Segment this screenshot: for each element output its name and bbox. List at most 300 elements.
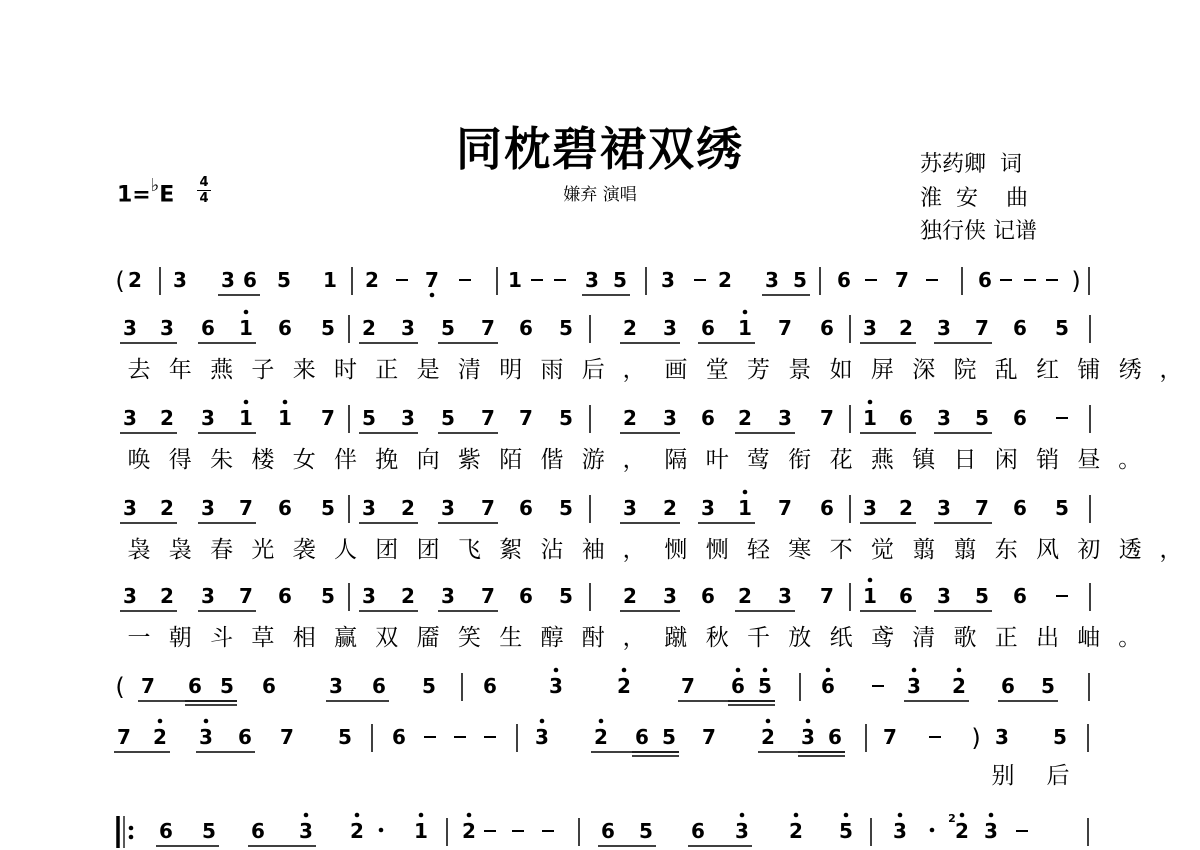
note-2: 2 (160, 406, 174, 430)
note-5: 5 (362, 406, 376, 430)
note-3: 3 (937, 584, 951, 608)
note-5: 5 (321, 316, 335, 340)
note-3: 3 (984, 819, 998, 843)
high-octave-dot (467, 813, 472, 818)
lyric-char: 赢 (334, 625, 357, 651)
note-2: 2 (153, 725, 167, 749)
note-6: 6 (238, 725, 252, 749)
lyric-char: 鸢 (870, 625, 894, 651)
lyric-char: 红 (1036, 357, 1060, 383)
note-2: 2 (718, 268, 732, 292)
lyric-char: 团 (375, 537, 399, 563)
note-5: 5 (758, 674, 772, 698)
lyric-char: 莺 (747, 447, 770, 473)
paren: ) (1071, 267, 1081, 295)
lyric-char: 团 (416, 537, 440, 563)
note-3: 3 (549, 674, 563, 698)
note-5: 5 (422, 674, 436, 698)
note-2: 2 (761, 725, 775, 749)
note-3: 3 (199, 725, 213, 749)
note-2: 2 (128, 268, 142, 292)
note-7: 7 (141, 674, 155, 698)
lyric-char: 子 (251, 357, 275, 383)
high-octave-dot (244, 400, 249, 405)
lyric-char: 草 (251, 625, 275, 651)
note-3: 3 (765, 268, 779, 292)
note-2: 2 (738, 584, 752, 608)
note-3: 3 (623, 496, 637, 520)
lyric-char: 纸 (829, 625, 853, 651)
lyric-char: 沾 (540, 537, 564, 563)
time-signature-bottom: 4 (199, 191, 209, 206)
note-3: 3 (735, 819, 749, 843)
note-3: 3 (123, 316, 137, 340)
lyric-char: 乱 (994, 357, 1018, 383)
note-7: 7 (702, 725, 716, 749)
note-6: 6 (159, 819, 173, 843)
paren: ( (115, 267, 125, 295)
note-6: 6 (899, 406, 913, 430)
note-6: 6 (278, 496, 292, 520)
high-octave-dot (540, 719, 545, 724)
note-6: 6 (731, 674, 745, 698)
high-octave-dot (743, 310, 748, 315)
note-2: 2 (623, 316, 637, 340)
lyric-char: 燕 (870, 447, 894, 473)
note-3: 3 (201, 496, 215, 520)
note-6: 6 (701, 316, 715, 340)
lyric-char: 陌 (499, 447, 523, 473)
lyric-char: 觉 (870, 537, 894, 563)
note-3: 3 (937, 316, 951, 340)
lyric-char: 紫 (457, 447, 481, 473)
lyric-char: ， (622, 357, 646, 383)
note-2: 2 (160, 496, 174, 520)
note-6: 6 (278, 316, 292, 340)
note-6: 6 (188, 674, 202, 698)
lyric-char: 时 (334, 357, 357, 383)
note-6: 6 (251, 819, 265, 843)
lyric-char: 年 (168, 357, 192, 383)
note-2: 2 (955, 819, 969, 843)
note-3: 3 (173, 268, 187, 292)
lyric-char: 芳 (747, 357, 770, 383)
lyric-char: 轻 (747, 537, 770, 563)
lyric-char: 深 (912, 357, 936, 383)
high-octave-dot (844, 813, 849, 818)
note-6: 6 (635, 725, 649, 749)
note-5: 5 (321, 584, 335, 608)
note-5: 5 (975, 406, 989, 430)
note-6: 6 (519, 584, 533, 608)
note-3: 3 (907, 674, 921, 698)
lyric-char: 笑 (457, 625, 481, 651)
note-3: 3 (299, 819, 313, 843)
lyric-char: 斗 (210, 625, 234, 651)
note-6: 6 (519, 316, 533, 340)
lyric-char: 朝 (168, 625, 192, 651)
note-5: 5 (441, 316, 455, 340)
note-3: 3 (778, 584, 792, 608)
note-7: 7 (820, 406, 834, 430)
note-3: 3 (701, 496, 715, 520)
note-3: 3 (329, 674, 343, 698)
lyric-char: 双 (375, 625, 399, 651)
lyric-char: 昼 (1077, 447, 1101, 473)
note-6: 6 (392, 725, 406, 749)
time-signature-top: 4 (199, 175, 209, 190)
note-3: 3 (123, 584, 137, 608)
note-3: 3 (661, 268, 675, 292)
lyric-char: ， (1159, 537, 1183, 563)
note-2: 2 (617, 674, 631, 698)
composer-credit: 淮 安 曲 (920, 186, 1028, 211)
lyric-char: 叶 (705, 447, 729, 473)
lyric-char: 袅 (127, 537, 151, 563)
note-1: 1 (239, 316, 253, 340)
high-octave-dot (826, 668, 831, 673)
note-3: 3 (441, 584, 455, 608)
augmentation-dot (930, 828, 935, 833)
note-1: 1 (738, 496, 752, 520)
note-6: 6 (262, 674, 276, 698)
high-octave-dot (743, 490, 748, 495)
note-2: 2 (899, 496, 913, 520)
lyric-char: 蹴 (664, 625, 688, 651)
high-octave-dot (766, 719, 771, 724)
note-7: 7 (481, 406, 495, 430)
paren: ) (971, 724, 981, 752)
key-signature: 1=♭E (117, 175, 175, 208)
note-3: 3 (937, 406, 951, 430)
note-5: 5 (559, 406, 573, 430)
note-2: 2 (401, 584, 415, 608)
note-7: 7 (117, 725, 131, 749)
note-7: 7 (280, 725, 294, 749)
note-5: 5 (277, 268, 291, 292)
note-5: 5 (1053, 725, 1067, 749)
note-5: 5 (220, 674, 234, 698)
lyric-char: 酎 (581, 625, 605, 651)
note-1: 1 (278, 406, 292, 430)
lyric-char: 飞 (457, 537, 481, 563)
note-6: 6 (899, 584, 913, 608)
lyric-char: 翦 (912, 537, 936, 563)
note-2: 2 (952, 674, 966, 698)
lyric-char: 袅 (168, 537, 192, 563)
note-6: 6 (243, 268, 257, 292)
note-5: 5 (559, 496, 573, 520)
lyric-char: 朱 (210, 447, 234, 473)
high-octave-dot (158, 719, 163, 724)
high-octave-dot (960, 813, 965, 818)
high-octave-dot (794, 813, 799, 818)
note-7: 7 (481, 316, 495, 340)
high-octave-dot (622, 668, 627, 673)
note-6: 6 (483, 674, 497, 698)
note-3: 3 (801, 725, 815, 749)
lyric-char: 伴 (334, 447, 357, 473)
lyric-char: 。 (1118, 625, 1142, 651)
paren: ( (115, 673, 125, 701)
note-3: 3 (663, 406, 677, 430)
note-6: 6 (519, 496, 533, 520)
transcriber-credit: 独行侠 记谱 (920, 219, 1037, 244)
note-6: 6 (821, 674, 835, 698)
high-octave-dot (957, 668, 962, 673)
note-6: 6 (1001, 674, 1015, 698)
lyric-char: 透 (1118, 537, 1142, 563)
note-3: 3 (401, 406, 415, 430)
lyric-char: 出 (1036, 625, 1060, 651)
note-3: 3 (937, 496, 951, 520)
lyric-char: 女 (292, 447, 316, 473)
note-6: 6 (1013, 406, 1027, 430)
singer-credit: 嫌弃 演唱 (563, 185, 637, 205)
note-7: 7 (239, 496, 253, 520)
note-5: 5 (559, 316, 573, 340)
note-6: 6 (1013, 496, 1027, 520)
lyric-char: 铺 (1077, 357, 1101, 383)
high-octave-dot (898, 813, 903, 818)
high-octave-dot (763, 668, 768, 673)
lyric-char: 去 (127, 357, 151, 383)
lyric-char: 雨 (540, 357, 564, 383)
lyric-char: 恻 (705, 537, 729, 563)
lyric-char: 后 (581, 357, 605, 383)
lyric-char: 花 (829, 447, 853, 473)
augmentation-dot (379, 828, 384, 833)
note-5: 5 (1055, 316, 1069, 340)
note-6: 6 (701, 406, 715, 430)
high-octave-dot (419, 813, 424, 818)
note-2: 2 (160, 584, 174, 608)
lyric-char: 光 (251, 537, 275, 563)
song-title: 同枕碧裙双绣 (456, 122, 744, 176)
lyric-char: 翦 (953, 537, 977, 563)
note-5: 5 (441, 406, 455, 430)
note-5: 5 (975, 584, 989, 608)
high-octave-dot (736, 668, 741, 673)
lyric-char: 销 (1036, 447, 1060, 473)
lyric-char: 唤 (127, 447, 151, 473)
note-1: 1 (508, 268, 522, 292)
lyric-char: ， (622, 625, 646, 651)
note-7: 7 (778, 316, 792, 340)
lyric-char: 春 (210, 537, 234, 563)
lyric-char: 千 (747, 625, 770, 651)
note-3: 3 (995, 725, 1009, 749)
note-5: 5 (202, 819, 216, 843)
note-3: 3 (401, 316, 415, 340)
note-7: 7 (321, 406, 335, 430)
lyric-char: 东 (994, 537, 1018, 563)
note-6: 6 (601, 819, 615, 843)
note-3: 3 (863, 316, 877, 340)
note-3: 3 (441, 496, 455, 520)
note-5: 5 (559, 584, 573, 608)
note-2: 2 (623, 584, 637, 608)
note-6: 6 (372, 674, 386, 698)
lyric-char: 歌 (953, 625, 977, 651)
lyric-char: 清 (912, 625, 936, 651)
lyric-char: 衔 (788, 447, 812, 473)
lyric-char: 得 (168, 447, 192, 473)
note-6: 6 (837, 268, 851, 292)
note-3: 3 (221, 268, 235, 292)
lyric-char: 正 (994, 625, 1018, 651)
note-6: 6 (820, 496, 834, 520)
lyric-char: 相 (292, 625, 316, 651)
note-5: 5 (793, 268, 807, 292)
note-6: 6 (278, 584, 292, 608)
note-2: 2 (401, 496, 415, 520)
note-2: 2 (789, 819, 803, 843)
note-7: 7 (425, 268, 439, 292)
lyricist-credit: 苏药卿 词 (920, 152, 1022, 177)
lyric-char: 不 (829, 537, 853, 563)
lyric-char: 日 (953, 447, 977, 473)
note-3: 3 (123, 496, 137, 520)
note-6: 6 (978, 268, 992, 292)
lyric-char: 正 (375, 357, 399, 383)
lyric-char: 游 (581, 447, 605, 473)
lyric-char: 清 (457, 357, 481, 383)
note-3: 3 (201, 406, 215, 430)
note-7: 7 (975, 496, 989, 520)
note-3: 3 (362, 584, 376, 608)
note-3: 3 (160, 316, 174, 340)
lyric-char: 向 (416, 447, 440, 473)
high-octave-dot (599, 719, 604, 724)
note-5: 5 (662, 725, 676, 749)
lyric-char: 景 (788, 357, 812, 383)
note-5: 5 (1041, 674, 1055, 698)
lyric-char: 闲 (994, 447, 1018, 473)
note-6: 6 (701, 584, 715, 608)
lyric-char: 燕 (210, 357, 234, 383)
note-3: 3 (663, 316, 677, 340)
lyric-char: 堂 (705, 357, 729, 383)
note-2: 2 (362, 316, 376, 340)
note-2: 2 (663, 496, 677, 520)
note-5: 5 (338, 725, 352, 749)
high-octave-dot (868, 400, 873, 405)
lyric-char: 挽 (375, 447, 399, 473)
note-1: 1 (738, 316, 752, 340)
note-5: 5 (639, 819, 653, 843)
low-octave-dot (430, 293, 435, 298)
note-5: 5 (321, 496, 335, 520)
high-octave-dot (912, 668, 917, 673)
lyric-char: 画 (664, 357, 688, 383)
lyric-char: ， (622, 447, 646, 473)
grace-note-2: 2 (948, 812, 956, 825)
lyric-char: 镇 (912, 447, 936, 473)
note-2: 2 (899, 316, 913, 340)
note-1: 1 (863, 406, 877, 430)
high-octave-dot (304, 813, 309, 818)
note-5: 5 (1055, 496, 1069, 520)
lyric-char: 醇 (540, 625, 564, 651)
lyric-char: 岫 (1077, 625, 1101, 651)
note-6: 6 (691, 819, 705, 843)
note-6: 6 (201, 316, 215, 340)
note-7: 7 (778, 496, 792, 520)
lyric-char: 初 (1077, 537, 1101, 563)
note-3: 3 (201, 584, 215, 608)
lyric-char: 偕 (540, 447, 564, 473)
lyric-char: 生 (499, 625, 523, 651)
repeat-dot (129, 826, 134, 831)
high-octave-dot (244, 310, 249, 315)
note-2: 2 (350, 819, 364, 843)
lyric-char: 靥 (416, 625, 440, 651)
high-octave-dot (989, 813, 994, 818)
lyric-char: 屏 (870, 357, 894, 383)
note-7: 7 (681, 674, 695, 698)
lyric-char: 一 (127, 625, 151, 651)
note-6: 6 (820, 316, 834, 340)
note-7: 7 (239, 584, 253, 608)
note-7: 7 (883, 725, 897, 749)
lyric-char: 后 (1046, 763, 1070, 789)
high-octave-dot (806, 719, 811, 724)
lyric-char: 袭 (292, 537, 316, 563)
note-3: 3 (893, 819, 907, 843)
note-3: 3 (778, 406, 792, 430)
lyric-char: 来 (292, 357, 316, 383)
lyric-char: 是 (416, 357, 440, 383)
note-6: 6 (1013, 316, 1027, 340)
high-octave-dot (868, 578, 873, 583)
lyric-char: ， (622, 537, 646, 563)
lyric-char: 院 (953, 357, 977, 383)
repeat-dot (129, 835, 134, 840)
note-7: 7 (519, 406, 533, 430)
note-3: 3 (535, 725, 549, 749)
note-2: 2 (623, 406, 637, 430)
lyric-char: 。 (1118, 447, 1142, 473)
note-2: 2 (365, 268, 379, 292)
lyric-char: 絮 (499, 537, 523, 563)
note-3: 3 (663, 584, 677, 608)
lyric-char: 风 (1036, 537, 1060, 563)
lyric-char: ， (1159, 357, 1183, 383)
high-octave-dot (554, 668, 559, 673)
note-2: 2 (738, 406, 752, 430)
lyric-char: 楼 (251, 447, 275, 473)
lyric-char: 恻 (664, 537, 688, 563)
note-3: 3 (123, 406, 137, 430)
note-1: 1 (863, 584, 877, 608)
lyric-char: 别 (991, 763, 1015, 789)
note-7: 7 (481, 496, 495, 520)
note-5: 5 (839, 819, 853, 843)
lyric-char: 隔 (664, 447, 688, 473)
note-1: 1 (323, 268, 337, 292)
lyric-char: 明 (499, 357, 523, 383)
lyric-char: 秋 (705, 625, 729, 651)
high-octave-dot (283, 400, 288, 405)
lyric-char: 放 (788, 625, 812, 651)
note-1: 1 (414, 819, 428, 843)
high-octave-dot (740, 813, 745, 818)
high-octave-dot (355, 813, 360, 818)
note-3: 3 (863, 496, 877, 520)
lyric-char: 寒 (788, 537, 812, 563)
note-2: 2 (462, 819, 476, 843)
